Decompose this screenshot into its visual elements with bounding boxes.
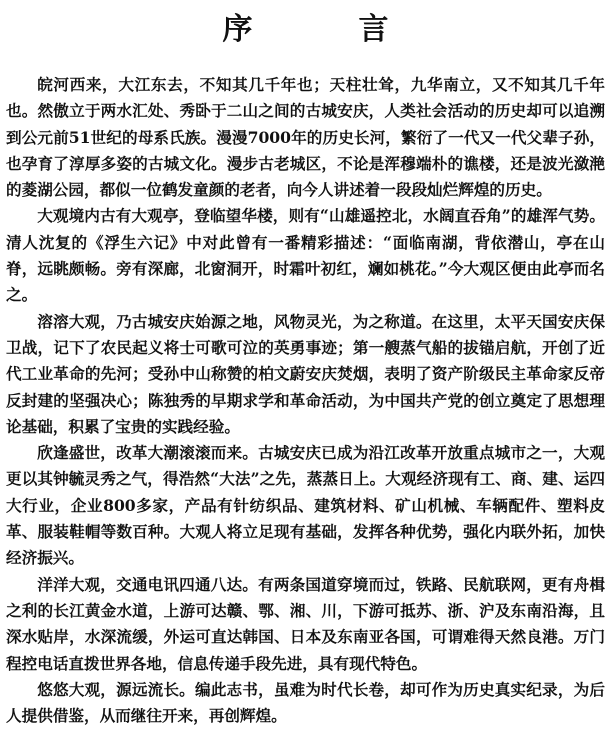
paragraph-1: 皖河西来，大江东去，不知其几千年也；天柱壮耸，九华南立，又不知其几千年也。然傲立于两水汇处、秀卧于二山之间的古城安庆，人类社会活动的历史却可以追溯到公元前51世纪的母系氏族。漫漫7000年的历史长河，繁衍了一代又一代父辈子孙，也孕育了淳厚多姿的古城文化。漫步古老城区，不论是浑穆端朴的谯楼，还是波光潋滟的菱湖公园，都似一位鹤发童颜的老者，向今人讲述着一段段灿烂辉煌的历史。 [6, 75, 605, 200]
body-text [6, 72, 605, 729]
document-page [0, 8, 611, 726]
paragraph-6: 悠悠大观，源远流长。编此志书，虽难为时代长卷，却可作为历史真实纪录，为后人提供借鉴，从而继往开来，再创辉煌。 [6, 679, 605, 726]
paragraph-5: 洋洋大观，交通电讯四通八达。有两条国道穿境而过，铁路、民航联网，更有舟楫之利的长江黄金水道，上游可达赣、鄂、湘、川，下游可抵苏、浙、沪及东南沿海，且深水贴岸，水深流缓，外运可直达韩国、日本及东南亚各国，可谓难得天然良港。万门程控电话直拨世界各地，信息传递手段先进，具有现代特色。 [6, 574, 605, 673]
paragraph-4: 欣逢盛世，改革大潮滚滚而来。古城安庆已成为沿江改革开放重点城市之一，大观更以其钟毓灵秀之气，得浩然“大法”之先，蒸蒸日上。大观经济现有工、商、建、运四大行业，企业800多家，产品有针纺织品、建筑材料、矿山机械、车辆配件、塑料皮革、服装鞋帽等数百种。大观人将立足现有基础，发挥各种优势，强化内联外拓，加快经济振兴。 [6, 443, 605, 568]
page-title: 序 言 [222, 12, 427, 47]
paragraph-3: 溶溶大观，乃古城安庆始源之地，风物灵光，为之称道。在这里，太平天国安庆保卫战，记下了农民起义将士可歌可泣的英勇事迹；第一艘蒸气船的拔锚启航，开创了近代工业革命的先河；受孙中山称赞的柏文蔚安庆焚烟，表明了资产阶级民主革命家反帝反封建的坚强决心；陈独秀的早期求学和革命活动，为中国共产党的创立奠定了思想理论基础，积累了宝贵的实践经验。 [6, 311, 605, 436]
paragraph-2: 大观境内古有大观亭，登临望华楼，则有“山雄遥控北，水阔直吞角”的雄浑气势。清人沈复的《浮生六记》中对此曾有一番精彩描述：“面临南湖，背依潜山，亭在山脊，远眺颇畅。旁有深廊，北窗洞开，时霜叶初红，斓如桃花。”今大观区便由此亭而名之。 [6, 206, 605, 305]
